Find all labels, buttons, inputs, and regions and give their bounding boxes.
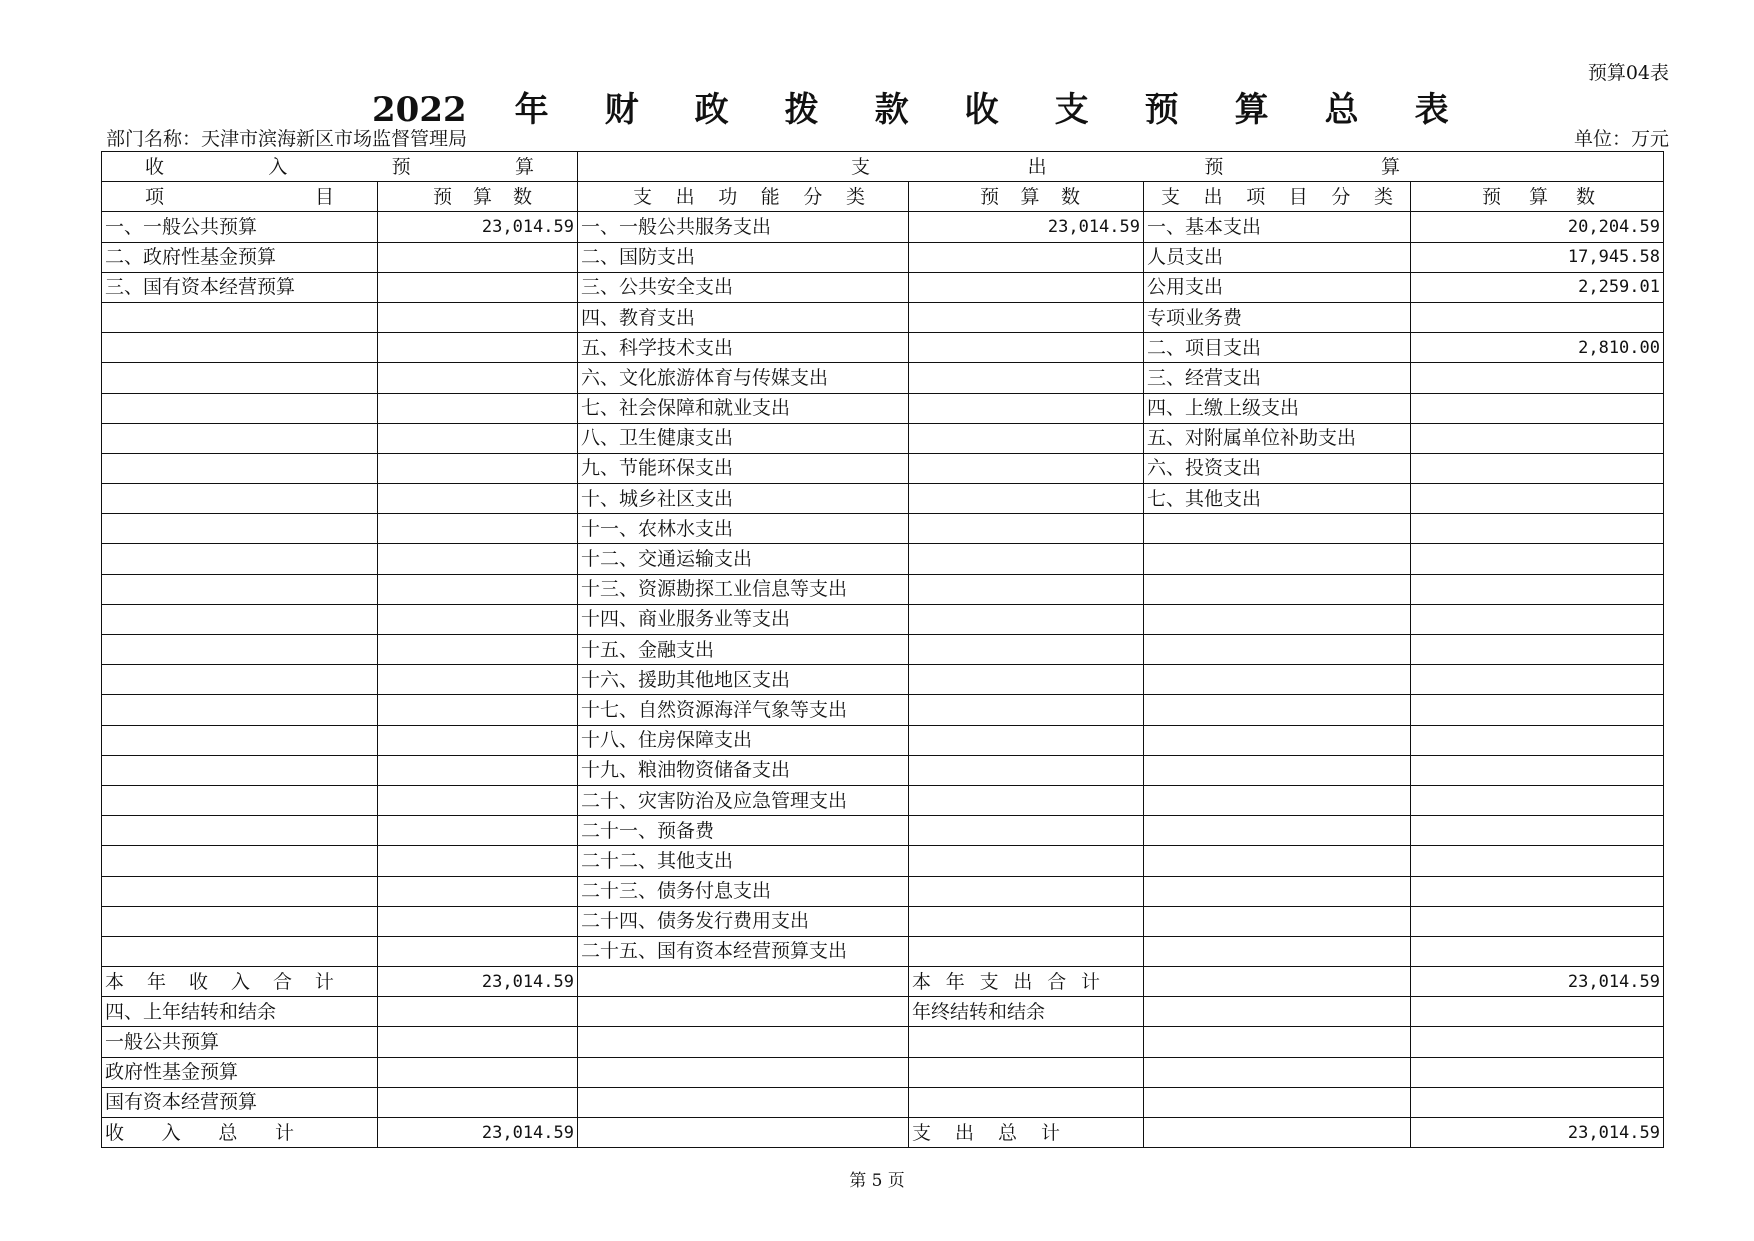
table-cell — [578, 1118, 909, 1148]
table-cell — [909, 1027, 1144, 1057]
table-cell — [578, 1027, 909, 1057]
table-row — [102, 484, 1664, 514]
header-char: 项 — [1246, 185, 1266, 208]
table-cell — [378, 876, 578, 906]
table-cell — [909, 453, 1144, 483]
table-cell — [378, 1057, 578, 1087]
title-char: 算 — [1234, 90, 1269, 130]
table-cell — [378, 393, 578, 423]
header-row-2 — [102, 182, 1664, 212]
table-cell — [378, 936, 578, 966]
table-cell — [1144, 695, 1411, 725]
table-cell: 人员支出 — [1144, 242, 1411, 272]
table-cell — [1411, 1027, 1664, 1057]
table-row — [102, 302, 1664, 332]
table-cell — [909, 816, 1144, 846]
unit-label: 单位：万元 — [1573, 128, 1669, 150]
total-label-char: 年 — [945, 970, 965, 993]
table-cell — [1144, 514, 1411, 544]
table-cell — [578, 997, 909, 1027]
grand-total-row — [102, 1118, 1664, 1148]
table-cell: 十五、金融支出 — [578, 635, 909, 665]
current-year-total-row — [102, 967, 1664, 997]
table-row — [102, 423, 1664, 453]
carryover-label: 四、上年结转和结余 — [102, 997, 378, 1027]
header-char: 预 — [433, 185, 453, 208]
table-cell — [102, 635, 378, 665]
table-cell: 一、一般公共服务支出 — [578, 212, 909, 242]
table-cell: 六、文化旅游体育与传媒支出 — [578, 363, 909, 393]
carryover-row — [102, 997, 1664, 1027]
table-cell — [909, 484, 1144, 514]
table-cell — [1144, 604, 1411, 634]
table-cell — [102, 755, 378, 785]
carryover-sub-row — [102, 1057, 1664, 1087]
table-cell: 十六、援助其他地区支出 — [578, 665, 909, 695]
title-char: 年 — [514, 90, 549, 130]
table-cell: 2,259.01 — [1411, 272, 1664, 302]
table-cell — [1411, 936, 1664, 966]
table-cell: 2,810.00 — [1411, 333, 1664, 363]
title-char: 表 — [1414, 90, 1449, 130]
table-cell — [909, 604, 1144, 634]
table-cell — [578, 967, 909, 997]
table-cell — [909, 725, 1144, 755]
table-cell — [102, 302, 378, 332]
header-char: 收 — [145, 155, 165, 178]
header-char: 预 — [391, 155, 411, 178]
header-char: 预 — [980, 185, 1000, 208]
table-cell — [1411, 816, 1664, 846]
table-cell: 一、一般公共预算 — [102, 212, 378, 242]
header-char: 类 — [1373, 185, 1393, 208]
table-cell — [1144, 906, 1411, 936]
table-cell — [909, 846, 1144, 876]
header-row-1 — [102, 152, 1664, 182]
table-cell: 20,204.59 — [1411, 212, 1664, 242]
table-cell: 十七、自然资源海洋气象等支出 — [578, 695, 909, 725]
table-cell: 二、国防支出 — [578, 242, 909, 272]
table-cell — [378, 333, 578, 363]
table-cell — [102, 333, 378, 363]
table-row — [102, 816, 1664, 846]
total-label — [909, 967, 1144, 997]
table-cell — [909, 665, 1144, 695]
total-label-char: 计 — [274, 1121, 294, 1144]
table-cell — [378, 514, 578, 544]
table-cell: 六、投资支出 — [1144, 453, 1411, 483]
header-char: 目 — [1288, 185, 1308, 208]
page-title — [372, 82, 1449, 131]
total-label-char: 计 — [314, 970, 334, 993]
table-cell — [578, 1057, 909, 1087]
header-char: 预 — [1482, 185, 1502, 208]
table-cell: 二、项目支出 — [1144, 333, 1411, 363]
total-label-char: 收 — [105, 1121, 125, 1144]
table-cell: 十八、住房保障支出 — [578, 725, 909, 755]
table-row — [102, 363, 1664, 393]
page-number: 第 5 页 — [849, 1171, 905, 1191]
header-char: 支 — [851, 155, 871, 178]
table-cell — [378, 785, 578, 815]
title-char: 预 — [1144, 90, 1179, 130]
title-char: 2022 — [372, 90, 467, 130]
table-cell — [378, 484, 578, 514]
table-cell — [909, 423, 1144, 453]
total-label-char: 本 — [105, 970, 125, 993]
table-cell — [1411, 846, 1664, 876]
header-char: 项 — [145, 185, 165, 208]
table-cell — [378, 1027, 578, 1057]
table-cell — [378, 1087, 578, 1117]
table-cell — [1411, 635, 1664, 665]
table-cell — [102, 695, 378, 725]
table-cell — [1144, 665, 1411, 695]
table-cell — [378, 906, 578, 936]
header-char: 分 — [1331, 185, 1351, 208]
total-label — [909, 1118, 1144, 1148]
title-char: 收 — [964, 90, 999, 130]
col-budget3-header — [1411, 182, 1664, 212]
col-budget2-header — [909, 182, 1144, 212]
table-cell — [909, 755, 1144, 785]
table-cell: 一、基本支出 — [1144, 212, 1411, 242]
table-cell — [1411, 453, 1664, 483]
table-cell — [1411, 574, 1664, 604]
table-row — [102, 212, 1664, 242]
table-cell — [378, 725, 578, 755]
table-cell — [1144, 574, 1411, 604]
table-cell — [909, 272, 1144, 302]
table-cell — [909, 302, 1144, 332]
col-item-header — [102, 182, 378, 212]
total-label-char: 出 — [954, 1121, 974, 1144]
carryover-sub-row — [102, 1027, 1664, 1057]
table-cell — [378, 363, 578, 393]
table-cell — [1144, 967, 1411, 997]
table-cell: 七、社会保障和就业支出 — [578, 393, 909, 423]
table-row — [102, 242, 1664, 272]
table-cell — [1411, 665, 1664, 695]
table-cell — [909, 906, 1144, 936]
header-char: 数 — [1575, 185, 1595, 208]
expense-header — [578, 152, 1664, 182]
carryover-sub-row — [102, 1087, 1664, 1117]
carryover-sub-label: 一般公共预算 — [102, 1027, 378, 1057]
form-code: 预算04表 — [1587, 62, 1669, 84]
table-cell — [102, 574, 378, 604]
table-cell — [102, 393, 378, 423]
table-cell — [1144, 755, 1411, 785]
table-cell — [1411, 997, 1664, 1027]
header-char: 类 — [845, 185, 865, 208]
table-cell: 九、节能环保支出 — [578, 453, 909, 483]
table-cell: 十三、资源勘探工业信息等支出 — [578, 574, 909, 604]
total-label-char: 合 — [1047, 970, 1067, 993]
table-cell — [378, 635, 578, 665]
table-cell — [1144, 1118, 1411, 1148]
total-label-char: 支 — [979, 970, 999, 993]
table-cell — [909, 1057, 1144, 1087]
table-cell — [378, 574, 578, 604]
table-cell — [102, 725, 378, 755]
table-cell — [1411, 755, 1664, 785]
table-cell — [909, 876, 1144, 906]
table-cell — [1144, 1027, 1411, 1057]
table-cell — [378, 816, 578, 846]
header-char: 目 — [314, 185, 334, 208]
total-label-char: 入 — [230, 970, 250, 993]
table-cell — [1144, 785, 1411, 815]
table-cell — [1144, 725, 1411, 755]
table-cell — [102, 816, 378, 846]
table-row — [102, 604, 1664, 634]
table-cell — [909, 514, 1144, 544]
grand-expense-value: 23,014.59 — [1411, 1118, 1664, 1148]
table-cell — [1411, 302, 1664, 332]
table-cell: 二十二、其他支出 — [578, 846, 909, 876]
table-cell — [909, 333, 1144, 363]
table-cell — [102, 876, 378, 906]
header-char: 出 — [1027, 155, 1047, 178]
table-cell — [1144, 876, 1411, 906]
table-cell — [1411, 906, 1664, 936]
table-cell: 二十四、债务发行费用支出 — [578, 906, 909, 936]
table-cell — [909, 544, 1144, 574]
table-cell — [1411, 514, 1664, 544]
total-label-char: 年 — [146, 970, 166, 993]
table-cell — [378, 695, 578, 725]
table-cell — [1411, 1087, 1664, 1117]
header-char: 支 — [633, 185, 653, 208]
table-cell — [102, 604, 378, 634]
table-cell — [909, 363, 1144, 393]
table-cell — [1144, 846, 1411, 876]
header-char: 出 — [675, 185, 695, 208]
table-cell: 四、上缴上级支出 — [1144, 393, 1411, 423]
total-label — [102, 1118, 378, 1148]
header-char: 算 — [1528, 185, 1548, 208]
table-row — [102, 272, 1664, 302]
carryover-sub-label: 政府性基金预算 — [102, 1057, 378, 1087]
table-cell — [102, 846, 378, 876]
table-cell — [909, 393, 1144, 423]
table-cell — [102, 484, 378, 514]
title-char: 拨 — [784, 90, 819, 130]
budget-table — [101, 151, 1664, 1148]
title-char: 总 — [1324, 90, 1359, 130]
table-cell: 23,014.59 — [378, 212, 578, 242]
table-row — [102, 544, 1664, 574]
table-cell — [1144, 1087, 1411, 1117]
table-cell — [1411, 484, 1664, 514]
total-label-char: 入 — [161, 1121, 181, 1144]
table-cell — [378, 423, 578, 453]
table-cell — [378, 665, 578, 695]
header-char: 入 — [268, 155, 288, 178]
table-cell — [1411, 785, 1664, 815]
table-cell — [1411, 393, 1664, 423]
header-char: 能 — [760, 185, 780, 208]
table-cell — [1411, 423, 1664, 453]
table-cell: 十二、交通运输支出 — [578, 544, 909, 574]
department-name: 部门名称：天津市滨海新区市场监督管理局 — [106, 128, 468, 150]
grand-income-value: 23,014.59 — [378, 1118, 578, 1148]
table-cell — [378, 544, 578, 574]
table-cell — [102, 665, 378, 695]
table-cell — [909, 242, 1144, 272]
table-cell — [1144, 936, 1411, 966]
title-char: 款 — [874, 90, 909, 130]
table-cell: 七、其他支出 — [1144, 484, 1411, 514]
title-char: 支 — [1054, 90, 1089, 130]
table-cell — [1144, 997, 1411, 1027]
table-cell: 四、教育支出 — [578, 302, 909, 332]
table-cell — [909, 936, 1144, 966]
total-label — [102, 967, 378, 997]
table-cell — [102, 363, 378, 393]
table-cell — [1144, 1057, 1411, 1087]
table-cell — [1411, 876, 1664, 906]
table-cell: 17,945.58 — [1411, 242, 1664, 272]
table-cell: 三、公共安全支出 — [578, 272, 909, 302]
table-cell — [378, 604, 578, 634]
table-row — [102, 665, 1664, 695]
table-cell — [1411, 1057, 1664, 1087]
table-cell: 二十三、债务付息支出 — [578, 876, 909, 906]
table-row — [102, 876, 1664, 906]
total-label-char: 计 — [1080, 970, 1100, 993]
total-label-char: 总 — [997, 1121, 1017, 1144]
table-cell — [1411, 725, 1664, 755]
table-cell: 二十一、预备费 — [578, 816, 909, 846]
table-cell — [378, 302, 578, 332]
header-char: 算 — [1020, 185, 1040, 208]
table-cell — [378, 997, 578, 1027]
title-char: 财 — [604, 90, 639, 130]
col-budget-header — [378, 182, 578, 212]
table-cell: 公用支出 — [1144, 272, 1411, 302]
table-cell: 八、卫生健康支出 — [578, 423, 909, 453]
table-cell — [378, 453, 578, 483]
table-row — [102, 333, 1664, 363]
table-row — [102, 695, 1664, 725]
total-label-char: 总 — [218, 1121, 238, 1144]
table-row — [102, 785, 1664, 815]
table-cell: 二十、灾害防治及应急管理支出 — [578, 785, 909, 815]
title-char: 政 — [694, 90, 729, 130]
header-char: 数 — [1060, 185, 1080, 208]
table-row — [102, 846, 1664, 876]
table-cell — [1411, 363, 1664, 393]
table-cell — [378, 242, 578, 272]
table-cell — [102, 906, 378, 936]
income-header — [102, 152, 578, 182]
table-cell — [909, 1087, 1144, 1117]
table-cell: 十九、粮油物资储备支出 — [578, 755, 909, 785]
header-char: 预 — [1204, 155, 1224, 178]
table-cell: 十一、农林水支出 — [578, 514, 909, 544]
header-char: 数 — [512, 185, 532, 208]
table-cell: 二、政府性基金预算 — [102, 242, 378, 272]
table-cell: 十四、商业服务业等支出 — [578, 604, 909, 634]
table-cell — [1144, 635, 1411, 665]
table-cell — [378, 755, 578, 785]
table-cell: 23,014.59 — [909, 212, 1144, 242]
table-cell: 二十五、国有资本经营预算支出 — [578, 936, 909, 966]
total-label-char: 本 — [912, 970, 932, 993]
table-cell — [102, 936, 378, 966]
table-row — [102, 936, 1664, 966]
table-row — [102, 514, 1664, 544]
table-cell: 五、科学技术支出 — [578, 333, 909, 363]
expense-total-value: 23,014.59 — [1411, 967, 1664, 997]
total-label-char: 计 — [1040, 1121, 1060, 1144]
year-end-label: 年终结转和结余 — [909, 997, 1144, 1027]
header-char: 出 — [1203, 185, 1223, 208]
table-cell — [1411, 695, 1664, 725]
table-cell: 十、城乡社区支出 — [578, 484, 909, 514]
table-row — [102, 393, 1664, 423]
table-cell — [909, 635, 1144, 665]
table-cell — [102, 785, 378, 815]
table-cell — [102, 423, 378, 453]
table-cell — [102, 453, 378, 483]
total-label-char: 合 — [272, 970, 292, 993]
table-row — [102, 635, 1664, 665]
header-char: 算 — [514, 155, 534, 178]
table-cell — [378, 272, 578, 302]
table-row — [102, 453, 1664, 483]
table-cell — [102, 514, 378, 544]
carryover-sub-label: 国有资本经营预算 — [102, 1087, 378, 1117]
table-cell: 三、经营支出 — [1144, 363, 1411, 393]
header-char: 支 — [1161, 185, 1181, 208]
table-cell: 五、对附属单位补助支出 — [1144, 423, 1411, 453]
header-char: 功 — [718, 185, 738, 208]
total-label-char: 出 — [1013, 970, 1033, 993]
table-cell — [1411, 604, 1664, 634]
table-row — [102, 755, 1664, 785]
header-char: 分 — [803, 185, 823, 208]
table-cell — [909, 785, 1144, 815]
table-cell — [1144, 816, 1411, 846]
table-cell — [378, 846, 578, 876]
table-cell — [578, 1087, 909, 1117]
col-func-header — [578, 182, 909, 212]
total-label-char: 收 — [188, 970, 208, 993]
table-row — [102, 906, 1664, 936]
header-char: 算 — [472, 185, 492, 208]
col-econ-header — [1144, 182, 1411, 212]
table-cell: 三、国有资本经营预算 — [102, 272, 378, 302]
income-total-value: 23,014.59 — [378, 967, 578, 997]
table-row — [102, 725, 1664, 755]
table-cell — [909, 574, 1144, 604]
table-row — [102, 574, 1664, 604]
table-cell — [102, 544, 378, 574]
table-cell: 专项业务费 — [1144, 302, 1411, 332]
table-cell — [909, 695, 1144, 725]
table-cell — [1411, 544, 1664, 574]
header-char: 算 — [1380, 155, 1400, 178]
total-label-char: 支 — [912, 1121, 932, 1144]
table-cell — [1144, 544, 1411, 574]
